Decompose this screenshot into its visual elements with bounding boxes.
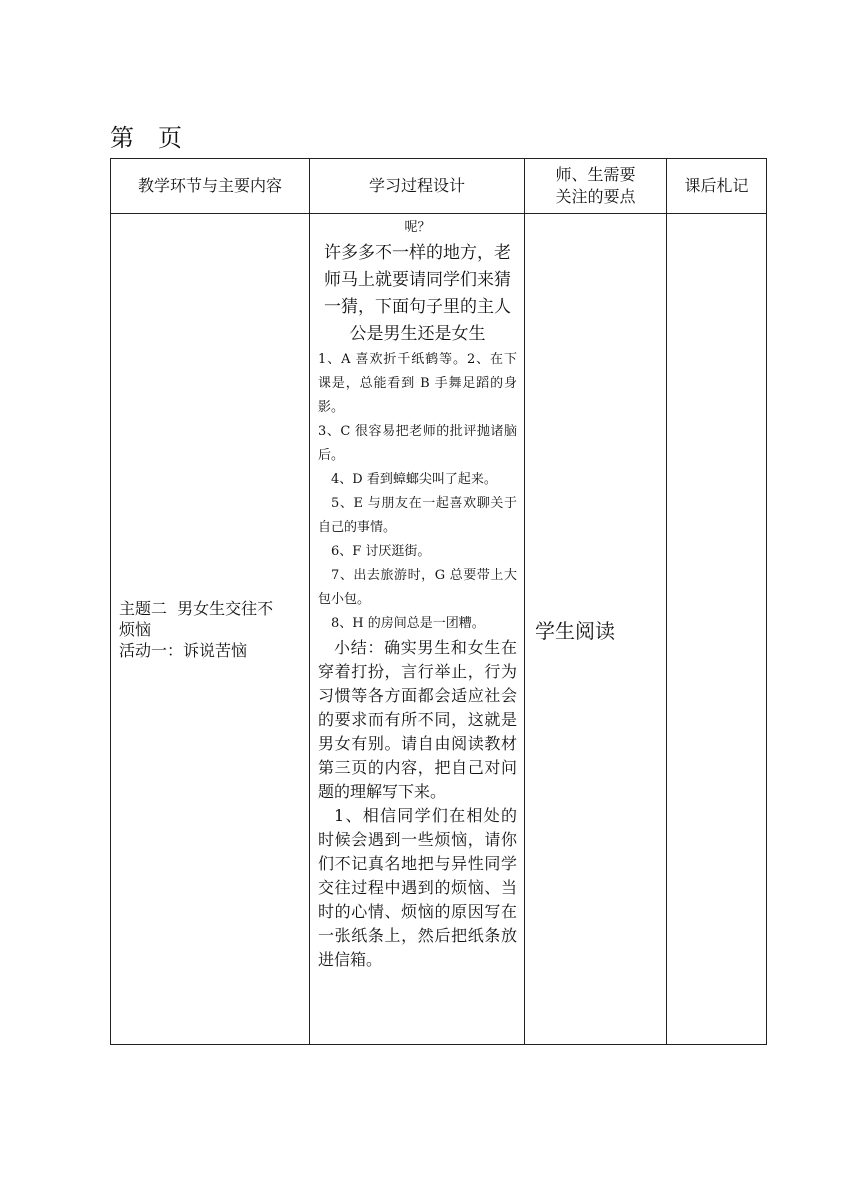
- lesson-plan-table: [110, 158, 767, 1045]
- process-p7: 7、出去旅游时，G 总要带上大包小包。: [318, 568, 517, 607]
- process-p10: 1、相信同学们在相处的时候会遇到一些烦恼，请你们不记真名地把与异性同学交往过程中遇到的烦恼、当时的心情、烦恼的原因写在一张纸条上，然后把纸条放进信箱。: [318, 806, 517, 969]
- topic-line1: 主题二 男女生交往不: [119, 598, 274, 618]
- process-p8: 8、H 的房间总是一团糟。: [331, 616, 485, 631]
- key-points-cell: 学生阅读: [525, 214, 667, 1045]
- process-p2: 1、A 喜欢折千纸鹤等。2、在下课是，总能看到 B 手舞足蹈的身影。: [318, 352, 517, 415]
- header-key-points-line2: 关注的要点: [555, 187, 636, 206]
- process-p1: 许多多不一样的地方，老师马上就要请同学们来猜一猜，下面句子里的主人公是男生还是女生: [324, 243, 511, 344]
- after-class-notes-cell: [667, 214, 767, 1045]
- process-p4: 4、D 看到蟑螂尖叫了起来。: [331, 472, 497, 487]
- page-title: 第 页: [110, 124, 182, 152]
- process-p5: 5、E 与朋友在一起喜欢聊关于自己的事情。: [318, 496, 517, 535]
- header-after-class-notes: 课后札记: [667, 159, 767, 214]
- process-p3: 3、C 很容易把老师的批评抛诸脑后。: [318, 424, 517, 463]
- header-learning-process: 学习过程设计: [310, 159, 525, 214]
- topic-line3: 活动一：诉说苦恼: [119, 640, 248, 660]
- table-header-row: [111, 159, 767, 214]
- header-key-points: [525, 159, 667, 214]
- process-p6: 6、F 讨厌逛街。: [331, 544, 431, 559]
- header-key-points-line1: 师、生需要: [555, 165, 636, 184]
- topic-line2: 烦恼: [119, 619, 152, 639]
- learning-process-cell: [310, 214, 525, 1045]
- header-teaching-segment: 教学环节与主要内容: [111, 159, 310, 214]
- process-p9: 小结：确实男生和女生在穿着打扮，言行举止，行为习惯等各方面都会适应社会的要求而有所不同，这就是男女有别。请自由阅读教材第三页的内容，把自己对问题的理解写下来。: [318, 638, 517, 801]
- table-body-row: [111, 214, 767, 1045]
- topic-cell: [111, 214, 310, 1045]
- process-p0: 呢？: [404, 220, 431, 235]
